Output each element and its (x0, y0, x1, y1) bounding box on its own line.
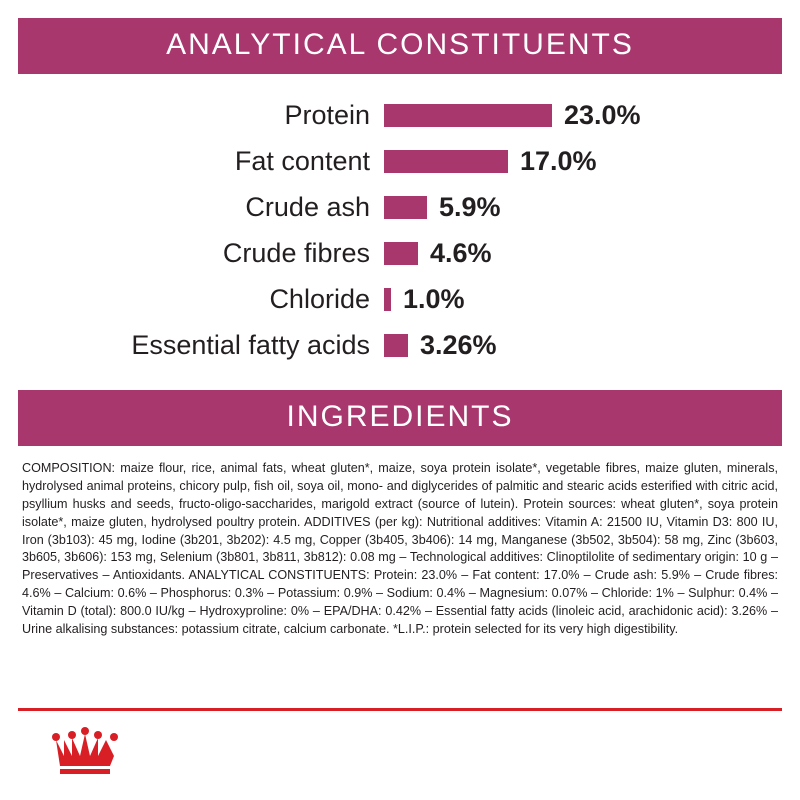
chart-bar (384, 288, 391, 311)
chart-bar-wrap (384, 100, 782, 131)
chart-row (18, 322, 782, 368)
chart-row (18, 92, 782, 138)
chart-value: 23.0% (564, 99, 641, 130)
chart-label: Protein (284, 99, 370, 130)
chart-bar (384, 104, 552, 127)
chart-label: Crude ash (245, 191, 370, 222)
royal-canin-crown-logo (52, 722, 118, 784)
analytical-constituents-banner: ANALYTICAL CONSTITUENTS (18, 18, 782, 74)
chart-value: 5.9% (439, 191, 501, 222)
chart-row (18, 276, 782, 322)
chart-bar (384, 334, 408, 357)
chart-value: 3.26% (420, 329, 497, 360)
composition-text: COMPOSITION: maize flour, rice, animal fats, wheat gluten*, maize, soya protein isolate*, vegetable fibres, maize gluten, minerals, hydrolysed animal proteins, chicory pulp, fish oil, soya oil, mono- and diglycerides of palmitic and stearic acids esterified with citric acid, psyllium husks and seeds, fructo-oligo-saccharides, marigold extract (source of lutein). Protein sources: wheat gluten*, soya protein isolate*, maize gluten, hydrolysed poultry protein. ADDITIVES (per kg): Nutritional additives: Vitamin A: 21500 IU, Vitamin D3: 800 IU, Iron (3b103): 45 mg, Iodine (3b201, 3b202): 4.5 mg, Copper (3b405, 3b406): 14 mg, Manganese (3b502, 3b504): 58 mg, Zinc (3b603, 3b605, 3b606): 153 mg, Selenium (3b801, 3b811, 3b812): 0.08 mg – Technological additives: Clinoptilolite of sedimentary origin: 10 g – Preservatives – Antioxidants. ANALYTICAL CONSTITUENTS: Protein: 23.0% – Fat content: 17.0% – Crude ash: 5.9% – Crude fibres: 4.6% – Calcium: 0.6% – Phosphorus: 0.3% – Potassium: 0.9% – Sodium: 0.4% – Magnesium: 0.07% – Chloride: 1% – Sulphur: 0.4% – Vitamin D (total): 800.0 IU/kg – Hydroxyproline: 0% – EPA/DHA: 0.42% – Essential fatty acids (linoleic acid, arachidonic acid): 3.26% – Urine alkalising substances: potassium citrate, calcium carbonate. *L.I.P.: protein selected for its very high digestibility. (22, 461, 778, 636)
chart-row (18, 230, 782, 276)
chart-bar-wrap (384, 192, 782, 223)
chart-bar-wrap (384, 284, 782, 315)
chart-label: Chloride (269, 283, 370, 314)
footer-divider (18, 708, 782, 711)
analytical-constituents-chart (18, 74, 782, 390)
chart-bar-wrap (384, 238, 782, 269)
chart-value: 17.0% (520, 145, 597, 176)
ingredients-banner: INGREDIENTS (18, 390, 782, 446)
chart-row (18, 138, 782, 184)
chart-bar (384, 196, 427, 219)
chart-value: 4.6% (430, 237, 492, 268)
chart-bar (384, 150, 508, 173)
chart-label: Fat content (234, 145, 370, 176)
chart-bar-wrap (384, 146, 782, 177)
chart-row (18, 184, 782, 230)
page-footer (0, 708, 800, 800)
chart-label: Crude fibres (222, 237, 370, 268)
chart-bar (384, 242, 418, 265)
chart-label: Essential fatty acids (131, 329, 370, 360)
chart-value: 1.0% (403, 283, 465, 314)
chart-bar-wrap (384, 330, 782, 361)
